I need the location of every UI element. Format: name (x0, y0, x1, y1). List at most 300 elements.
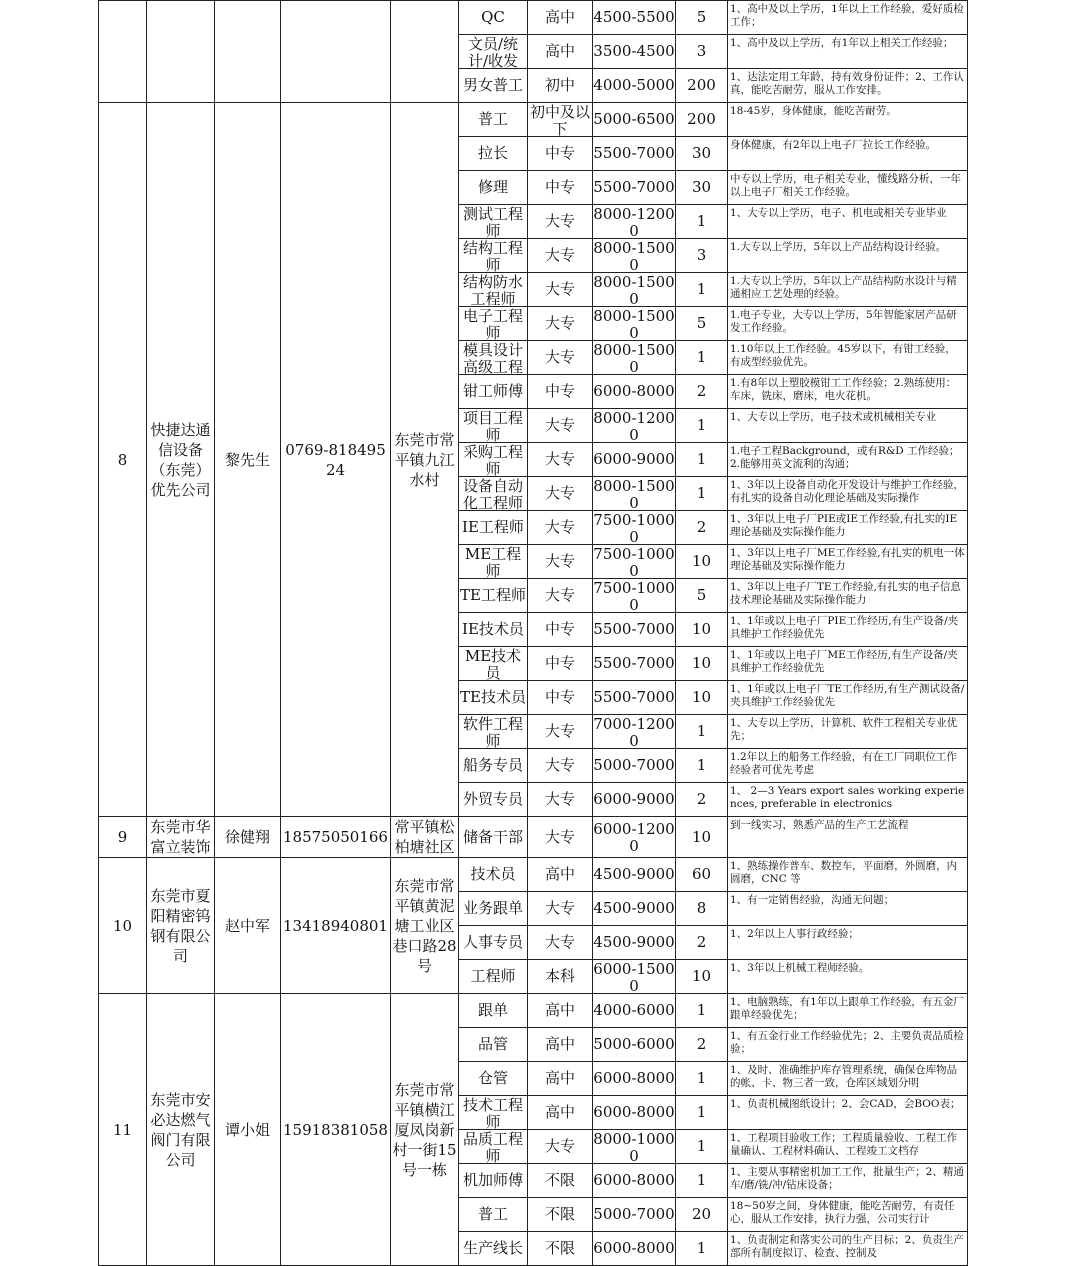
requirement-cell-text: 1.10年以上工作经验。45岁以下，有钳工经验，有成型经验优先。 (730, 343, 956, 368)
education-cell (528, 749, 593, 783)
requirement-cell-text: 1、主要从事精密机加工工作，批量生产；2、精通车/磨/铣/冲/钻床设备； (730, 1166, 964, 1191)
education-cell-text: 大专 (544, 213, 575, 230)
salary-cell-text: 6000-12000 (593, 821, 675, 853)
table-row (99, 1, 968, 35)
headcount-cell (676, 960, 728, 994)
education-cell (528, 239, 593, 273)
education-cell-text: 中专 (544, 689, 575, 706)
education-cell (528, 103, 593, 137)
job-title-cell (459, 1062, 528, 1096)
education-cell (528, 1232, 593, 1266)
salary-cell (593, 137, 676, 171)
phone-number-cell (281, 858, 391, 994)
job-title-cell-text: 技术工程师 (462, 1096, 523, 1129)
job-title-cell-text: 机加师傅 (462, 1172, 523, 1189)
headcount-cell (676, 273, 728, 307)
salary-cell (593, 477, 676, 511)
requirement-cell (728, 477, 968, 511)
salary-cell (593, 749, 676, 783)
headcount-cell (676, 994, 728, 1028)
requirement-cell (728, 409, 968, 443)
job-title-cell (459, 1096, 528, 1130)
education-cell-text: 中专 (544, 179, 575, 196)
salary-cell (593, 545, 676, 579)
education-cell (528, 69, 593, 103)
headcount-cell-text: 1 (696, 349, 707, 366)
job-title-cell (459, 511, 528, 545)
salary-cell (593, 1028, 676, 1062)
salary-cell-text: 8000-12000 (593, 409, 675, 442)
requirement-cell (728, 960, 968, 994)
education-cell-text: 大专 (544, 349, 575, 366)
requirement-cell-text: 18~50岁之间，身体健康，能吃苦耐劳，有责任心，服从工作安排，执行力强，公司实行计 (730, 1200, 955, 1225)
requirement-cell (728, 817, 968, 858)
requirement-cell (728, 749, 968, 783)
requirement-cell-text: 1、大专以上学历，计算机、软件工程相关专业优先； (730, 717, 958, 742)
company-name-cell (147, 858, 215, 994)
requirement-cell-text: 1、大专以上学历，电子技术或机械相关专业 (730, 411, 937, 423)
company-address-cell (391, 858, 459, 994)
job-title-cell-text: TE技术员 (460, 689, 526, 706)
salary-cell (593, 443, 676, 477)
requirement-cell-text: 1、1年或以上电子厂PIE工作经历,有生产设备/夹具维护工作经验优先 (730, 615, 959, 640)
job-title-cell-text: 结构防水工程师 (462, 273, 523, 306)
requirement-cell-text: 1、负责制定和落实公司的生产目标；2、负责生产部所有制度拟订、检查、控制及 (730, 1234, 964, 1259)
company-name-cell (147, 103, 215, 817)
education-cell-text: 大专 (544, 1138, 575, 1155)
headcount-cell (676, 1198, 728, 1232)
salary-cell (593, 409, 676, 443)
phone-number-cell (281, 817, 391, 858)
job-title-cell (459, 69, 528, 103)
headcount-cell (676, 1096, 728, 1130)
job-title-cell (459, 681, 528, 715)
company-address-cell (391, 103, 459, 817)
salary-cell (593, 69, 676, 103)
salary-cell (593, 892, 676, 926)
requirement-cell-text: 到一线实习，熟悉产品的生产工艺流程 (730, 819, 909, 831)
salary-cell (593, 783, 676, 817)
requirement-cell (728, 171, 968, 205)
headcount-cell (676, 783, 728, 817)
job-title-cell (459, 239, 528, 273)
education-cell-text: 中专 (544, 145, 575, 162)
headcount-cell (676, 443, 728, 477)
education-cell-text: 大专 (544, 315, 575, 332)
salary-cell-text: 5500-7000 (593, 179, 675, 196)
headcount-cell-text: 2 (696, 1036, 707, 1053)
salary-cell-text: 6000-9000 (593, 791, 675, 808)
requirement-cell (728, 341, 968, 375)
education-cell (528, 1028, 593, 1062)
education-cell (528, 205, 593, 239)
education-cell (528, 647, 593, 681)
requirement-cell (728, 1232, 968, 1266)
education-cell (528, 545, 593, 579)
job-title-cell (459, 1164, 528, 1198)
contact-person-cell (215, 103, 281, 817)
job-title-cell-text: 拉长 (477, 145, 508, 162)
job-title-cell (459, 579, 528, 613)
requirement-cell-text: 1、大专以上学历，电子、机电或相关专业毕业 (730, 207, 947, 219)
headcount-cell-text: 5 (696, 587, 707, 604)
headcount-cell (676, 817, 728, 858)
requirement-cell-text: 1、及时、准确维护库存管理系统，确保仓库物品的帐、卡、物三者一致，仓库区域划分明 (730, 1064, 958, 1089)
education-cell (528, 783, 593, 817)
education-cell-text: 大专 (544, 281, 575, 298)
headcount-cell-text: 20 (691, 1206, 712, 1223)
education-cell-text: 高中 (544, 1036, 575, 1053)
job-title-cell (459, 817, 528, 858)
education-cell-text: 高中 (544, 1104, 575, 1121)
job-title-cell-text: 项目工程师 (462, 409, 523, 442)
salary-cell-text: 7500-10000 (593, 545, 675, 578)
job-title-cell-text: 仓管 (477, 1070, 508, 1087)
job-title-cell-text: 修理 (477, 179, 508, 196)
phone-number-cell-text: 0769-81849524 (285, 440, 386, 479)
requirement-cell (728, 69, 968, 103)
education-cell-text: 大专 (544, 934, 575, 951)
requirement-cell-text: 1、3年以上机械工程师经验。 (730, 962, 870, 974)
job-title-cell (459, 545, 528, 579)
company-cell (147, 1, 215, 103)
education-cell-text: 高中 (544, 1002, 575, 1019)
no-cell (99, 1, 147, 103)
job-title-cell (459, 1130, 528, 1164)
headcount-cell-text: 1 (696, 1070, 707, 1087)
salary-cell-text: 5500-7000 (593, 621, 675, 638)
salary-cell-text: 8000-15000 (593, 307, 675, 340)
requirement-cell (728, 137, 968, 171)
headcount-cell-text: 1 (696, 451, 707, 468)
requirement-cell-text: 1.有8年以上塑胶模钳工工作经验；2.熟练使用：车床，铣床，磨床，电火花机。 (730, 377, 957, 402)
salary-cell (593, 858, 676, 892)
requirement-cell-text: 1、电脑熟练，有1年以上跟单工作经验，有五金厂跟单经验优先； (730, 996, 964, 1021)
requirement-cell-text: 1、有一定销售经验，沟通无问题； (730, 894, 895, 906)
requirement-cell (728, 858, 968, 892)
job-title-cell-text: 采购工程师 (462, 443, 523, 476)
headcount-cell-text: 10 (691, 689, 712, 706)
salary-cell (593, 817, 676, 858)
requirement-cell-text: 1、 2—3 Years export sales working experiences, preferable in electronics (730, 785, 965, 810)
education-cell-text: 高中 (544, 43, 575, 60)
requirement-cell (728, 103, 968, 137)
requirement-cell (728, 205, 968, 239)
salary-cell-text: 6000-8000 (593, 383, 675, 400)
requirement-cell-text: 1.大专以上学历，5年以上产品结构设计经验。 (730, 241, 947, 253)
job-title-cell (459, 1198, 528, 1232)
requirement-cell (728, 926, 968, 960)
headcount-cell (676, 375, 728, 409)
education-cell-text: 初中及以下 (529, 103, 590, 136)
requirement-cell (728, 1028, 968, 1062)
salary-cell (593, 273, 676, 307)
headcount-cell-text: 60 (691, 866, 712, 883)
education-cell (528, 511, 593, 545)
recruitment-table (98, 0, 968, 1266)
job-title-cell-text: 文员/统计/收发 (467, 35, 519, 68)
education-cell (528, 960, 593, 994)
headcount-cell-text: 1 (696, 1138, 707, 1155)
table-row (99, 817, 968, 858)
table-row (99, 858, 968, 892)
salary-cell (593, 1232, 676, 1266)
phone-number-cell-text: 15918381058 (283, 1120, 388, 1139)
requirement-cell-text: 1、3年以上电子厂PIE或IE工作经验,有扎实的IE理论基础及实际操作能力 (730, 513, 958, 538)
table-row (99, 103, 968, 137)
company-address-cell-text: 东莞市常平镇九江水村 (394, 430, 455, 489)
education-cell-text: 大专 (544, 519, 575, 536)
job-title-cell-text: 普工 (477, 111, 508, 128)
job-title-cell-text: 品管 (477, 1036, 508, 1053)
salary-cell (593, 681, 676, 715)
salary-cell-text: 6000-8000 (593, 1070, 675, 1087)
company-number-cell-text: 8 (117, 450, 128, 469)
requirement-cell (728, 1062, 968, 1096)
job-title-cell-text: ME技术员 (464, 647, 522, 680)
company-number-cell (99, 858, 147, 994)
company-number-cell-text: 10 (112, 916, 133, 935)
job-title-cell-text: 储备干部 (462, 828, 523, 846)
salary-cell-text: 6000-8000 (593, 1240, 675, 1257)
job-title-cell-text: 品质工程师 (462, 1130, 523, 1163)
table-row (99, 994, 968, 1028)
address-cell (391, 1, 459, 103)
salary-cell (593, 647, 676, 681)
headcount-cell (676, 681, 728, 715)
job-title-cell (459, 443, 528, 477)
job-title-cell (459, 749, 528, 783)
education-cell (528, 817, 593, 858)
job-title-cell-text: 钳工师傅 (462, 383, 523, 400)
requirement-cell (728, 375, 968, 409)
job-title-cell-text: ME工程师 (464, 545, 522, 578)
salary-cell (593, 205, 676, 239)
requirement-cell-text: 中专以上学历，电子相关专业，懂线路分析，一年以上电子厂相关工作经验。 (730, 173, 961, 198)
salary-cell (593, 341, 676, 375)
requirement-cell (728, 715, 968, 749)
headcount-cell (676, 1, 728, 35)
headcount-cell (676, 926, 728, 960)
company-name-cell-text: 东莞市夏阳精密钨钢有限公司 (150, 886, 211, 965)
headcount-cell (676, 1130, 728, 1164)
salary-cell-text: 8000-15000 (593, 273, 675, 306)
contact-person-cell-text: 徐健翔 (224, 828, 270, 846)
headcount-cell-text: 10 (691, 968, 712, 985)
job-title-cell (459, 960, 528, 994)
salary-cell (593, 994, 676, 1028)
requirement-cell (728, 1164, 968, 1198)
headcount-cell-text: 2 (696, 519, 707, 536)
education-cell-text: 大专 (544, 828, 575, 846)
education-cell-text: 大专 (544, 791, 575, 808)
salary-cell-text: 6000-15000 (593, 960, 675, 993)
job-title-cell (459, 103, 528, 137)
company-address-cell-text: 东莞市常平镇黄泥塘工业区巷口路28号 (392, 876, 457, 975)
education-cell-text: 大专 (544, 247, 575, 264)
salary-cell-text: 5500-7000 (593, 145, 675, 162)
salary-cell (593, 926, 676, 960)
company-name-cell-text: 东莞市华富立装饰 (150, 818, 211, 856)
education-cell-text: 中专 (544, 655, 575, 672)
phone-number-cell (281, 994, 391, 1266)
requirement-cell (728, 783, 968, 817)
education-cell-text: 中专 (544, 621, 575, 638)
job-title-cell (459, 783, 528, 817)
headcount-cell (676, 307, 728, 341)
salary-cell-text: 7500-10000 (593, 511, 675, 544)
company-name-cell-text: 东莞市安必达燃气阀门有限公司 (150, 1090, 211, 1169)
salary-cell-text: 4500-9000 (593, 934, 675, 951)
requirement-cell-text: 1、3年以上电子厂ME工作经验,有扎实的机电一体理论基础及实际操作能力 (730, 547, 965, 572)
headcount-cell-text: 5 (696, 9, 707, 26)
headcount-cell (676, 171, 728, 205)
requirement-cell (728, 579, 968, 613)
education-cell-text: 大专 (544, 417, 575, 434)
job-title-cell (459, 35, 528, 69)
requirement-cell-text: 1、熟练操作普车、数控车，平面磨，外圆磨，内圆磨，CNC 等 (730, 860, 958, 885)
headcount-cell-text: 2 (696, 383, 707, 400)
salary-cell (593, 1062, 676, 1096)
salary-cell (593, 1198, 676, 1232)
education-cell (528, 307, 593, 341)
education-cell (528, 1, 593, 35)
job-title-cell-text: 测试工程师 (462, 205, 523, 238)
job-title-cell-text: 设备自动化工程师 (462, 477, 523, 510)
education-cell-text: 中专 (544, 383, 575, 400)
headcount-cell (676, 409, 728, 443)
phone-cell (281, 1, 391, 103)
headcount-cell-text: 1 (696, 723, 707, 740)
requirement-cell-text: 1、负责机械图纸设计；2、会CAD，会BOO表； (730, 1098, 961, 1110)
education-cell-text: 大专 (544, 757, 575, 774)
job-title-cell-text: 业务跟单 (462, 900, 523, 917)
salary-cell (593, 103, 676, 137)
contact-person-cell (215, 858, 281, 994)
phone-number-cell (281, 103, 391, 817)
requirement-cell (728, 1, 968, 35)
salary-cell-text: 5000-6500 (593, 111, 675, 128)
education-cell-text: 高中 (544, 866, 575, 883)
education-cell-text: 不限 (544, 1240, 575, 1257)
salary-cell (593, 375, 676, 409)
salary-cell-text: 5000-7000 (593, 757, 675, 774)
job-title-cell-text: 软件工程师 (462, 715, 523, 748)
education-cell-text: 高中 (544, 9, 575, 26)
job-title-cell (459, 205, 528, 239)
contact-person-cell-text: 黎先生 (224, 450, 270, 469)
contact-person-cell (215, 817, 281, 858)
job-title-cell-text: 工程师 (470, 968, 516, 985)
education-cell (528, 443, 593, 477)
headcount-cell (676, 477, 728, 511)
headcount-cell (676, 1028, 728, 1062)
job-title-cell (459, 171, 528, 205)
requirement-cell-text: 1、有五金行业工作经验优先；2、主要负责品质检验； (730, 1030, 964, 1055)
headcount-cell-text: 30 (691, 179, 712, 196)
job-title-cell (459, 477, 528, 511)
salary-cell (593, 1164, 676, 1198)
requirement-cell (728, 545, 968, 579)
job-title-cell (459, 858, 528, 892)
salary-cell-text: 4000-6000 (593, 1002, 675, 1019)
requirement-cell-text: 1、2年以上人事行政经验； (730, 928, 859, 940)
education-cell (528, 681, 593, 715)
company-address-cell-text: 常平镇松柏塘社区 (394, 818, 455, 856)
education-cell (528, 171, 593, 205)
job-title-cell (459, 1232, 528, 1266)
education-cell-text: 不限 (544, 1172, 575, 1189)
salary-cell-text: 6000-9000 (593, 451, 675, 468)
education-cell (528, 1198, 593, 1232)
requirement-cell-text: 1、达法定用工年龄，持有效身份证件；2、工作认真，能吃苦耐劳，服从工作安排。 (730, 71, 964, 96)
salary-cell (593, 613, 676, 647)
education-cell (528, 858, 593, 892)
job-title-cell-text: 技术员 (470, 866, 516, 883)
company-address-cell (391, 994, 459, 1266)
education-cell-text: 本科 (544, 968, 575, 985)
job-title-cell (459, 613, 528, 647)
company-name-cell-text: 快捷达通信设备（东莞）优先公司 (150, 420, 211, 499)
salary-cell (593, 239, 676, 273)
headcount-cell-text: 10 (691, 553, 712, 570)
headcount-cell (676, 511, 728, 545)
salary-cell-text: 6000-8000 (593, 1172, 675, 1189)
headcount-cell-text: 1 (696, 213, 707, 230)
requirement-cell-text: 1、高中及以上学历，1年以上工作经验，爱好质检工作； (730, 3, 964, 28)
salary-cell (593, 960, 676, 994)
job-title-cell-text: 电子工程师 (462, 307, 523, 340)
requirement-cell-text: 1、3年以上设备自动化开发设计与维护工作经验，有扎实的设备自动化理论基础及实际操作 (730, 479, 964, 504)
headcount-cell-text: 200 (687, 111, 716, 128)
job-title-cell-text: 模具设计高级工程 (462, 341, 523, 374)
headcount-cell (676, 69, 728, 103)
job-title-cell (459, 273, 528, 307)
headcount-cell (676, 239, 728, 273)
education-cell (528, 994, 593, 1028)
headcount-cell-text: 1 (696, 417, 707, 434)
salary-cell (593, 171, 676, 205)
education-cell (528, 341, 593, 375)
requirement-cell (728, 273, 968, 307)
table-body (99, 1, 968, 1266)
requirement-cell (728, 239, 968, 273)
job-title-cell (459, 409, 528, 443)
job-title-cell-text: IE工程师 (462, 519, 524, 536)
salary-cell-text: 4000-5000 (593, 77, 675, 94)
salary-cell-text: 7500-10000 (593, 579, 675, 612)
job-title-cell-text: 普工 (477, 1206, 508, 1223)
contact-cell (215, 1, 281, 103)
requirement-cell (728, 443, 968, 477)
job-title-cell-text: 生产线长 (462, 1240, 523, 1257)
education-cell-text: 初中 (544, 77, 575, 94)
salary-cell-text: 5000-7000 (593, 1206, 675, 1223)
education-cell (528, 1164, 593, 1198)
recruitment-table-sheet (98, 0, 968, 1266)
contact-person-cell-text: 谭小姐 (224, 1120, 270, 1139)
salary-cell (593, 307, 676, 341)
headcount-cell-text: 2 (696, 934, 707, 951)
requirement-cell-text: 1.电子专业，大专以上学历，5年智能家居产品研发工作经验。 (730, 309, 957, 334)
job-title-cell (459, 1, 528, 35)
education-cell-text: 大专 (544, 553, 575, 570)
company-number-cell (99, 817, 147, 858)
headcount-cell (676, 341, 728, 375)
requirement-cell-text: 1.电子工程Background，或有R&D 工作经验；2.能够用英文流利的沟通； (730, 445, 960, 470)
salary-cell-text: 8000-10000 (593, 1130, 675, 1163)
job-title-cell (459, 715, 528, 749)
